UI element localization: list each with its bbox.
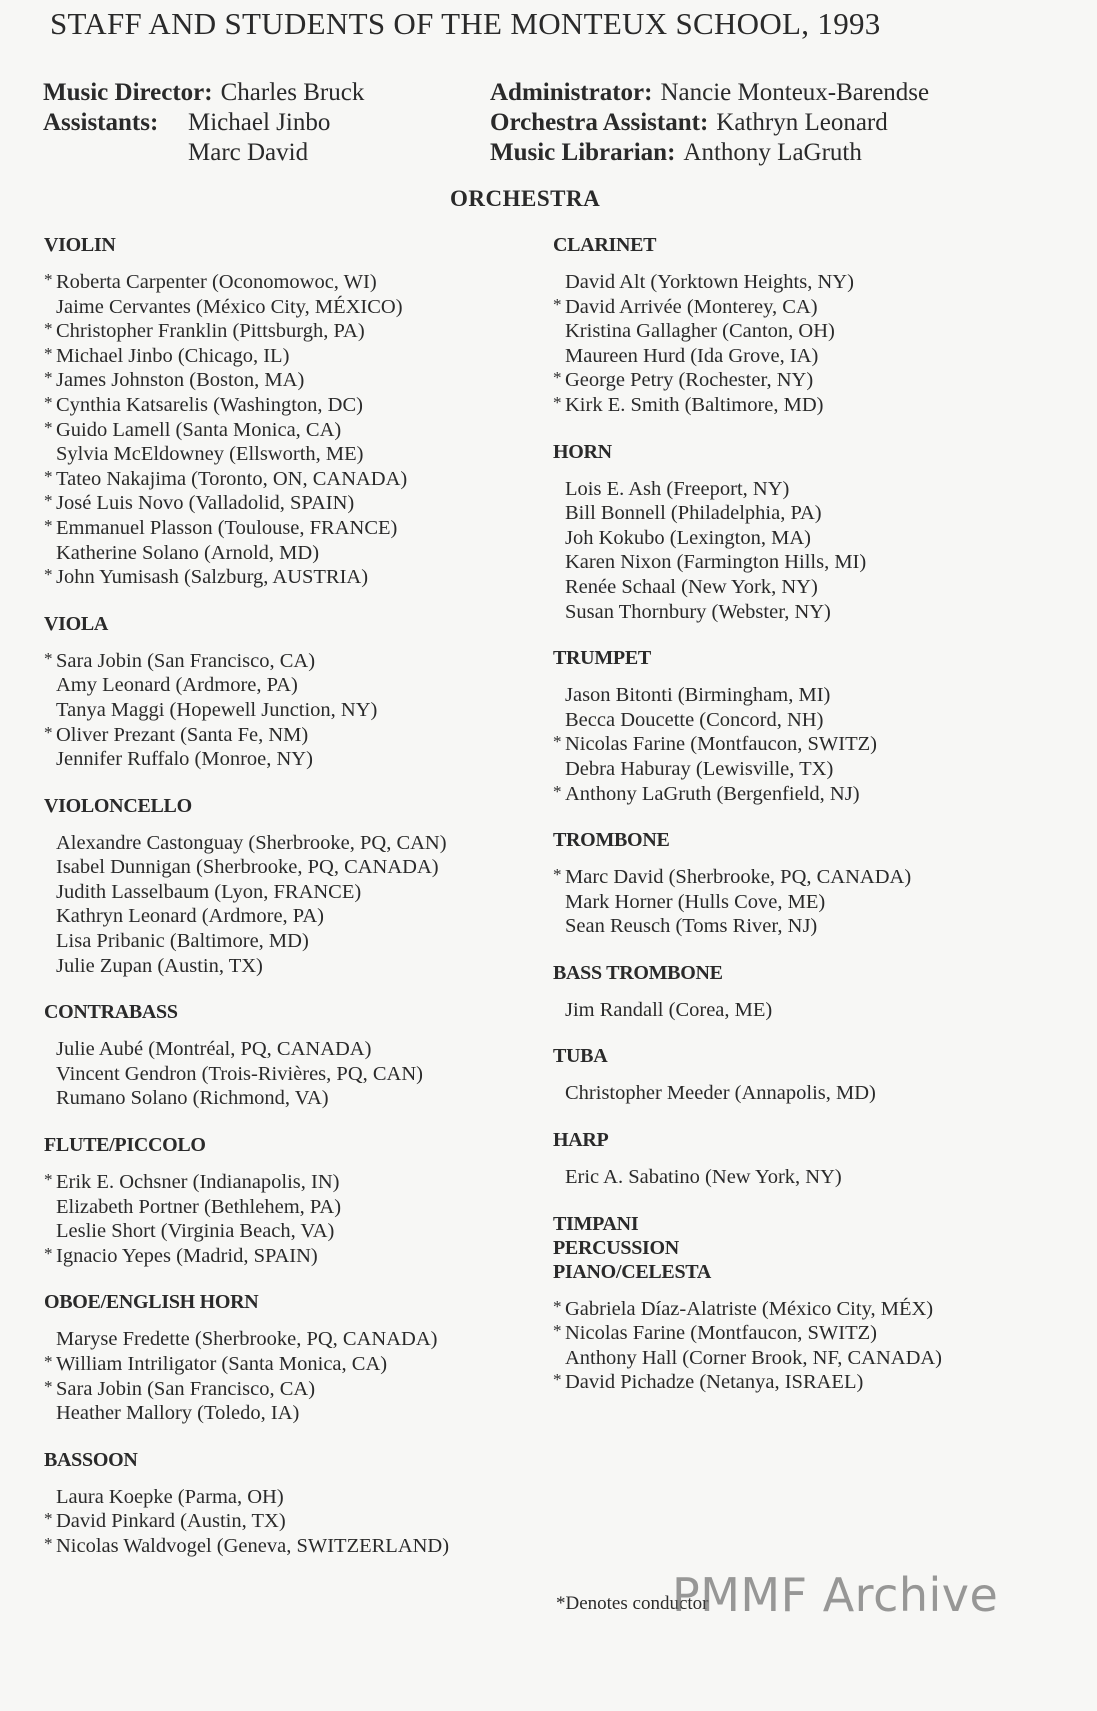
section-heading: FLUTE/PICCOLO: [44, 1134, 206, 1157]
member-entry: [44, 673, 564, 698]
member-name: Jason Bitonti (Birmingham, MI): [565, 684, 831, 707]
assistants-row: [43, 108, 364, 138]
member-name: John Yumisash (Salzburg, AUSTRIA): [56, 566, 369, 589]
member-entry: [44, 295, 564, 320]
conductor-mark: *: [44, 343, 53, 363]
conductor-mark: *: [44, 392, 53, 412]
member-entry: [44, 880, 564, 905]
watermark: PMMF Archive: [672, 1568, 999, 1622]
member-entry: [44, 1352, 564, 1377]
member-list: [553, 270, 1073, 418]
page-title: STAFF AND STUDENTS OF THE MONTEUX SCHOOL, 1993: [50, 6, 881, 41]
section-heading: HARP: [553, 1129, 609, 1152]
member-entry: [553, 683, 1073, 708]
member-name: Joh Kokubo (Lexington, MA): [565, 526, 811, 549]
member-name: Emmanuel Plasson (Toulouse, FRANCE): [56, 516, 398, 539]
member-name: David Alt (Yorktown Heights, NY): [565, 271, 854, 293]
member-name: David Pichadze (Netanya, ISRAEL): [565, 1371, 864, 1394]
member-entry: [44, 491, 564, 516]
member-name: Eric A. Sabatino (New York, NY): [565, 1166, 842, 1189]
member-name: Nicolas Farine (Montfaucon, SWITZ): [565, 1322, 877, 1345]
music-librarian-row: [490, 138, 929, 168]
member-name: Gabriela Díaz-Alatriste (México City, MÉX): [565, 1297, 934, 1320]
conductor-mark: *: [44, 1170, 53, 1190]
footnote: *Denotes conductor: [556, 1593, 709, 1614]
music-librarian-label: Music Librarian:: [490, 139, 676, 166]
orchestra-heading: ORCHESTRA: [450, 186, 601, 211]
conductor-mark: *: [44, 270, 53, 289]
member-name: Rumano Solano (Richmond, VA): [56, 1087, 329, 1110]
member-name: Nicolas Waldvogel (Geneva, SWITZERLAND): [56, 1534, 450, 1557]
conductor-mark: *: [44, 1533, 53, 1553]
member-entry: [44, 1219, 564, 1244]
member-entry: [44, 1377, 564, 1402]
member-entry: [553, 477, 1073, 502]
member-entry: [553, 732, 1073, 757]
member-entry: [553, 295, 1073, 320]
member-entry: [553, 890, 1073, 915]
member-entry: [553, 1297, 1073, 1322]
conductor-mark: *: [553, 368, 562, 388]
member-name: Michael Jinbo (Chicago, IL): [56, 344, 290, 367]
member-name: Maureen Hurd (Ida Grove, IA): [565, 344, 819, 367]
member-list: [553, 477, 1073, 625]
member-name: Ignacio Yepes (Madrid, SPAIN): [56, 1244, 318, 1267]
assistant-name: Michael Jinbo: [188, 109, 331, 136]
member-name: Anthony Hall (Corner Brook, NF, CANADA): [565, 1346, 943, 1369]
section-heading: VIOLIN: [44, 234, 116, 256]
member-name: Lois E. Ash (Freeport, NY): [565, 477, 790, 500]
member-entry: [553, 708, 1073, 733]
member-name: Elizabeth Portner (Bethlehem, PA): [56, 1195, 342, 1218]
member-list: [44, 1485, 564, 1559]
member-name: Tanya Maggi (Hopewell Junction, NY): [56, 698, 378, 721]
member-name: Christopher Franklin (Pittsburgh, PA): [56, 320, 365, 343]
member-entry: [553, 368, 1073, 393]
member-list: [553, 1165, 1073, 1190]
member-name: Kirk E. Smith (Baltimore, MD): [565, 393, 824, 416]
member-name: Alexandre Castonguay (Sherbrooke, PQ, CAN): [56, 831, 447, 854]
member-entry: [553, 1346, 1073, 1371]
section-heading: OBOE/ENGLISH HORN: [44, 1291, 259, 1314]
music-librarian-name: Anthony LaGruth: [683, 139, 862, 166]
member-name: Mark Horner (Hulls Cove, ME): [565, 890, 826, 913]
conductor-mark: *: [44, 319, 53, 339]
member-name: Erik E. Ochsner (Indianapolis, IN): [56, 1171, 340, 1194]
member-entry: [44, 1509, 564, 1534]
member-entry: [44, 516, 564, 541]
member-entry: [44, 855, 564, 880]
member-entry: [553, 319, 1073, 344]
conductor-mark: *: [553, 392, 562, 412]
member-entry: [44, 368, 564, 393]
conductor-mark: *: [44, 491, 53, 511]
conductor-mark: *: [44, 515, 53, 535]
left-column: [44, 233, 564, 1581]
member-entry: [44, 467, 564, 492]
conductor-mark: *: [44, 1509, 53, 1529]
member-name: Becca Doucette (Concord, NH): [565, 708, 824, 731]
orchestra-assistant-label: Orchestra Assistant:: [490, 109, 709, 136]
member-list: [44, 1170, 564, 1268]
member-entry: [553, 1370, 1073, 1395]
section-heading: VIOLONCELLO: [44, 794, 192, 817]
member-name: James Johnston (Boston, MA): [56, 369, 305, 392]
member-entry: [44, 565, 564, 590]
member-entry: [44, 1534, 564, 1559]
member-name: Anthony LaGruth (Bergenfield, NJ): [565, 782, 860, 805]
member-list: [44, 649, 564, 772]
conductor-mark: *: [44, 1352, 53, 1371]
member-entry: [44, 1170, 564, 1195]
conductor-mark: *: [553, 1370, 562, 1390]
member-name: William Intriligator (Santa Monica, CA): [56, 1353, 388, 1375]
member-name: Karen Nixon (Farmington Hills, MI): [565, 551, 867, 574]
member-name: Cynthia Katsarelis (Washington, DC): [56, 393, 363, 416]
member-name: Renée Schaal (New York, NY): [565, 575, 818, 598]
member-entry: [44, 1401, 564, 1426]
member-name: Debra Haburay (Lewisville, TX): [565, 757, 834, 780]
orchestra-assistant-name: Kathryn Leonard: [716, 109, 888, 136]
member-entry: [44, 541, 564, 566]
member-name: Sylvia McEldowney (Ellsworth, ME): [56, 443, 364, 466]
member-name: Jennifer Ruffalo (Monroe, NY): [56, 748, 313, 771]
member-name: Amy Leonard (Ardmore, PA): [56, 674, 298, 697]
member-entry: [44, 954, 564, 979]
member-entry: [44, 698, 564, 723]
member-name: Sara Jobin (San Francisco, CA): [56, 1377, 316, 1400]
member-name: Jaime Cervantes (México City, MÉXICO): [56, 295, 403, 318]
member-name: Julie Zupan (Austin, TX): [56, 954, 263, 977]
conductor-mark: *: [44, 648, 53, 668]
conductor-mark: *: [553, 1296, 562, 1316]
member-name: Katherine Solano (Arnold, MD): [56, 541, 320, 564]
administrator-row: [490, 78, 929, 108]
member-entry: [553, 270, 1073, 295]
member-entry: [44, 1086, 564, 1111]
conductor-mark: *: [44, 368, 53, 388]
member-entry: [553, 1321, 1073, 1346]
member-entry: [44, 831, 564, 856]
section-heading: BASSOON: [44, 1448, 138, 1471]
section-heading: CONTRABASS: [44, 1001, 178, 1024]
section-heading: VIOLA: [44, 612, 109, 635]
member-entry: [44, 1195, 564, 1220]
member-list: [44, 1327, 564, 1425]
administrator-label: Administrator:: [490, 79, 653, 106]
member-name: Julie Aubé (Montréal, PQ, CANADA): [56, 1038, 372, 1061]
member-entry: [553, 1081, 1073, 1106]
member-name: Vincent Gendron (Trois-Rivières, PQ, CAN): [56, 1062, 423, 1085]
conductor-mark: *: [44, 1376, 53, 1396]
member-entry: [44, 1037, 564, 1062]
member-entry: [553, 1165, 1073, 1190]
member-entry: [44, 1244, 564, 1269]
member-entry: [44, 442, 564, 467]
member-name: Bill Bonnell (Philadelphia, PA): [565, 502, 822, 525]
member-name: Leslie Short (Virginia Beach, VA): [56, 1220, 335, 1243]
section-heading: BASS TROMBONE: [553, 961, 723, 984]
staff-left: [43, 78, 364, 168]
conductor-mark: *: [553, 732, 562, 752]
member-entry: [44, 1062, 564, 1087]
member-name: Tateo Nakajima (Toronto, ON, CANADA): [56, 467, 408, 490]
member-entry: [44, 418, 564, 443]
member-name: David Pinkard (Austin, TX): [56, 1510, 286, 1533]
member-entry: [553, 501, 1073, 526]
music-director-label: Music Director:: [43, 79, 213, 106]
member-name: Heather Mallory (Toledo, IA): [56, 1402, 300, 1425]
member-name: David Arrivée (Monterey, CA): [565, 295, 818, 318]
member-entry: [553, 550, 1073, 575]
conductor-mark: *: [44, 417, 53, 437]
member-entry: [553, 344, 1073, 369]
member-entry: [44, 904, 564, 929]
member-entry: [553, 757, 1073, 782]
section-heading: TROMBONE: [553, 829, 670, 852]
member-name: Nicolas Farine (Montfaucon, SWITZ): [565, 733, 877, 756]
member-entry: [44, 319, 564, 344]
member-entry: [44, 344, 564, 369]
staff-right: [490, 78, 929, 168]
member-name: Jim Randall (Corea, ME): [565, 998, 773, 1021]
member-name: Lisa Pribanic (Baltimore, MD): [56, 930, 309, 953]
member-list: [553, 1081, 1073, 1106]
member-name: Kathryn Leonard (Ardmore, PA): [56, 905, 324, 928]
member-entry: [553, 575, 1073, 600]
music-director-row: [43, 78, 364, 108]
member-entry: [553, 865, 1073, 890]
member-list: [44, 1037, 564, 1111]
member-entry: [44, 747, 564, 772]
member-entry: [44, 393, 564, 418]
member-name: Susan Thornbury (Webster, NY): [565, 600, 831, 623]
member-name: Isabel Dunnigan (Sherbrooke, PQ, CANADA): [56, 856, 439, 879]
member-list: [553, 1297, 1073, 1395]
music-director-name: Charles Bruck: [220, 79, 365, 106]
member-name: Laura Koepke (Parma, OH): [56, 1485, 284, 1508]
member-name: Marc David (Sherbrooke, PQ, CANADA): [565, 866, 912, 889]
conductor-mark: *: [44, 565, 53, 585]
member-entry: [553, 782, 1073, 807]
conductor-mark: *: [553, 865, 562, 885]
member-list: [44, 831, 564, 979]
member-entry: [44, 1327, 564, 1352]
member-name: Judith Lasselbaum (Lyon, FRANCE): [56, 880, 362, 903]
member-entry: [553, 526, 1073, 551]
member-name: José Luis Novo (Valladolid, SPAIN): [56, 492, 355, 515]
conductor-mark: *: [553, 781, 562, 801]
right-column: [553, 233, 1073, 1417]
member-name: Sara Jobin (San Francisco, CA): [56, 649, 316, 672]
member-name: Christopher Meeder (Annapolis, MD): [565, 1082, 876, 1105]
member-name: Kristina Gallagher (Canton, OH): [565, 320, 835, 343]
member-name: Sean Reusch (Toms River, NJ): [565, 915, 818, 938]
member-entry: [553, 393, 1073, 418]
section-heading: TRUMPET: [553, 647, 651, 670]
conductor-mark: *: [553, 1321, 562, 1341]
member-name: Roberta Carpenter (Oconomowoc, WI): [56, 271, 377, 293]
member-list: [553, 865, 1073, 939]
member-entry: [44, 723, 564, 748]
section-heading: CLARINET: [553, 234, 657, 256]
conductor-mark: *: [44, 722, 53, 742]
assistants-row-2: [43, 138, 364, 168]
member-name: Guido Lamell (Santa Monica, CA): [56, 418, 342, 441]
member-name: Maryse Fredette (Sherbrooke, PQ, CANADA): [56, 1328, 438, 1351]
conductor-mark: *: [44, 1243, 53, 1263]
member-name: Oliver Prezant (Santa Fe, NM): [56, 723, 309, 746]
member-list: [553, 683, 1073, 806]
member-list: [44, 270, 564, 590]
conductor-mark: *: [553, 294, 562, 314]
assistant-name: Marc David: [188, 139, 309, 166]
member-list: [553, 998, 1073, 1023]
member-entry: [553, 600, 1073, 625]
orchestra-assistant-row: [490, 108, 929, 138]
section-heading: HORN: [553, 440, 612, 463]
assistants-label: Assistants:: [43, 109, 159, 136]
member-entry: [44, 929, 564, 954]
member-entry: [44, 1485, 564, 1510]
conductor-mark: *: [44, 466, 53, 486]
section-heading: TIMPANI PERCUSSION PIANO/CELESTA: [553, 1212, 711, 1283]
member-entry: [44, 649, 564, 674]
member-name: George Petry (Rochester, NY): [565, 369, 814, 392]
member-entry: [553, 914, 1073, 939]
member-entry: [553, 998, 1073, 1023]
section-heading: TUBA: [553, 1045, 608, 1068]
administrator-name: Nancie Monteux-Barendse: [660, 79, 930, 106]
member-entry: [44, 270, 564, 295]
